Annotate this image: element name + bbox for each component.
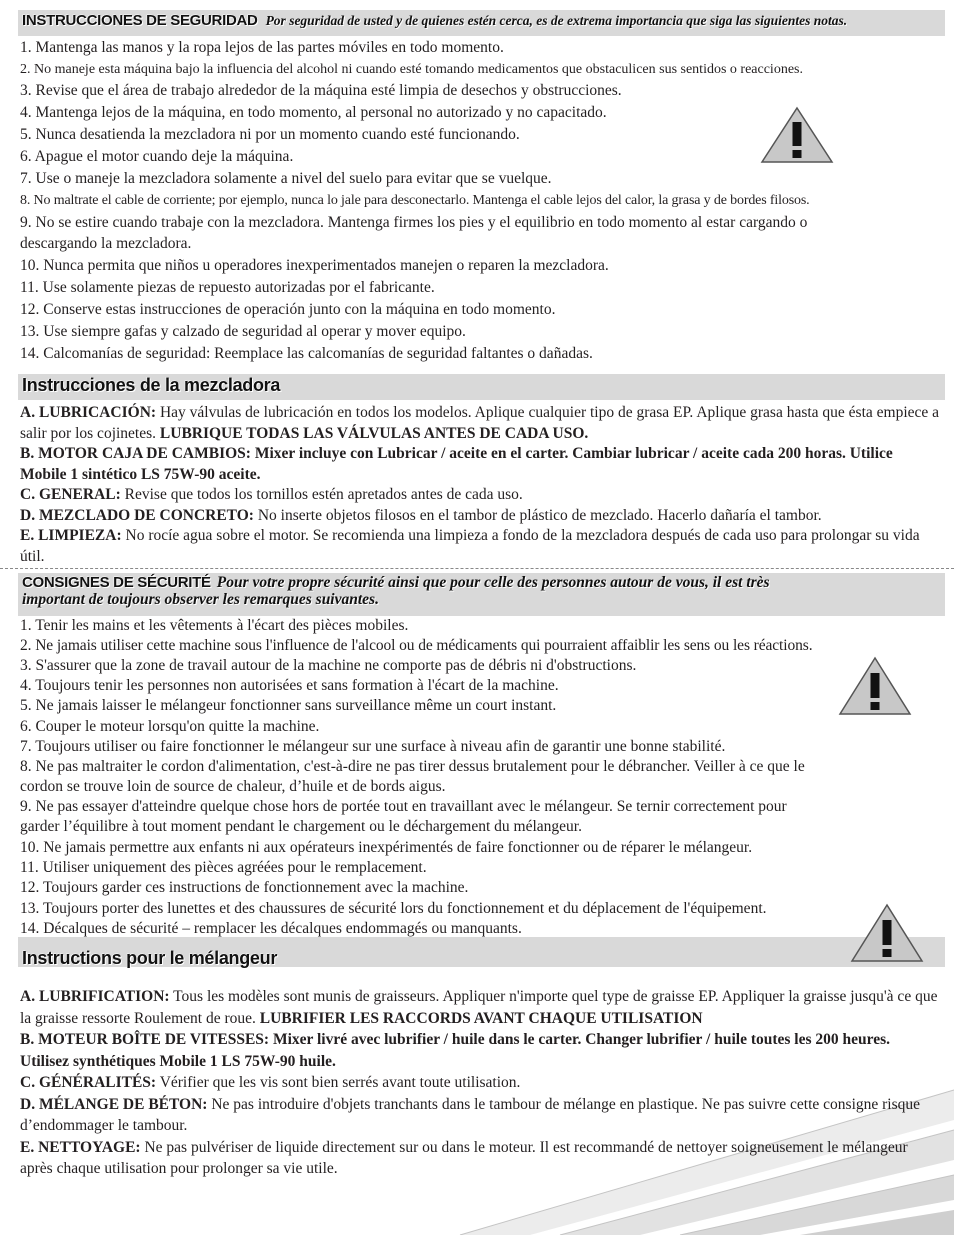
list-item: 6. Apague el motor cuando deje la máquina. <box>20 148 294 165</box>
fr-safety-note-line2: important de toujours observer les remarques suivantes. <box>22 591 379 608</box>
fr-safety-note-line1: Pour votre propre sécurité ainsi que pour celle des personnes autour de vous, il est très <box>216 574 770 591</box>
es-mixer-header <box>18 374 945 400</box>
list-item: 13. Use siempre gafas y calzado de seguridad al operar y mover equipo. <box>20 323 466 340</box>
list-item: 3. Revise que el área de trabajo alrededor de la máquina esté limpia de desechos y obstrucciones. <box>20 82 622 99</box>
list-item: 11. Use solamente piezas de repuesto autorizadas por el fabricante. <box>20 279 435 296</box>
list-item: 1. Tenir les mains et les vêtements à l'écart des pièces mobiles. <box>20 617 409 634</box>
list-item: 2. Ne jamais utiliser cette machine sous l'influence de l'alcool ou de médicaments qui pourraient affaiblir les sens ou les réactions. <box>20 637 813 654</box>
es-safety-note: Por seguridad de usted y de quienes estén cerca, es de extrema importancia que siga las siguientes notas. <box>265 13 848 28</box>
item-text: No inserte objetos filosos en el tambor de plástico de mezclado. Hacerlo dañaría el tambor. <box>253 506 822 524</box>
list-item: 10. Ne jamais permettre aux enfants ni aux opérateurs inexpérimentés de faire fonctionner ou de réparer le mélangeur. <box>20 839 753 856</box>
list-item: 8. No maltrate el cable de corriente; por ejemplo, nunca lo jale para desconectarlo. Mantenga el cable lejos del calor, la grasa y de bordes filosos. <box>20 193 810 208</box>
list-item: 1. Mantenga las manos y la ropa lejos de las partes móviles en todo momento. <box>20 39 504 56</box>
list-item: 6. Couper le moteur lorsqu'on quitte la machine. <box>20 718 320 735</box>
es-general-item <box>20 485 940 506</box>
list-item: 12. Toujours garder ces instructions de fonctionnement avec la machine. <box>20 879 469 896</box>
item-emphasis: LUBRIFIER LES RACCORDS AVANT CHAQUE UTILISATION <box>259 1009 703 1027</box>
item-label: D. MÉLANGE DE BÉTON: <box>20 1095 208 1113</box>
list-item: 13. Toujours porter des lunettes et des chaussures de sécurité lors du fonctionnement et du déplacement de l'équipement. <box>20 900 767 917</box>
es-safety-title: INSTRUCCIONES DE SEGURIDAD <box>22 12 258 29</box>
item-label: C. GENERAL: <box>20 486 121 503</box>
list-item: 8. Ne pas maltraiter le cordon d'alimentation, c'est-à-dire ne pas tirer dessus brutalement pour le débrancher. Veiller à ce que le <box>20 758 805 775</box>
warning-triangle-icon <box>838 656 912 716</box>
list-item: 9. Ne pas essayer d'atteindre quelque chose hors de portée tout en travaillant avec le mélangeur. Se ternir correctement pour <box>20 798 787 815</box>
list-item: 7. Use o maneje la mezcladora solamente a nivel del suelo para evitar que se vuelque. <box>20 170 552 187</box>
fr-mixer-instructions <box>20 986 940 1180</box>
es-mixer-title: Instrucciones de la mezcladora <box>22 375 281 395</box>
list-item: 14. Calcomanías de seguridad: Reemplace las calcomanías de seguridad faltantes o dañadas. <box>20 345 593 362</box>
list-item: descargando la mezcladora. <box>20 235 192 252</box>
list-item: 5. Nunca desatienda la mezcladora ni por un momento cuando esté funcionando. <box>20 126 520 143</box>
es-cleaning-item <box>20 526 940 567</box>
list-item: 4. Mantenga lejos de la máquina, en todo momento, al personal no autorizado y no capacitado. <box>20 104 607 121</box>
warning-triangle-icon <box>850 903 924 963</box>
fr-safety-header <box>18 573 945 616</box>
fr-cleaning-item <box>20 1137 940 1180</box>
item-text: B. MOTOR CAJA DE CAMBIOS: Mixer incluye con Lubricar / aceite en el carter. Cambiar lubricar / aceite cada 200 horas. Utilice Mobile 1 sintético LS 75W-90 aceite. <box>20 445 893 483</box>
item-label: A. LUBRICACIÓN: <box>20 404 157 421</box>
item-text: Tous les modèles sont munis de graisseurs. Appliquer n'importe quel type de graisse EP. Appliquer la graisse jusqu'à ce que la graisse ressorte Roulement de roue. <box>20 988 938 1027</box>
fr-gearbox-item <box>20 1029 940 1072</box>
list-item: 14. Décalques de sécurité – remplacer les décalques endommagés ou manquants. <box>20 920 522 937</box>
item-text: Vérifier que les vis sont bien serrés avant toute utilisation. <box>156 1074 521 1091</box>
item-text: B. MOTEUR BOÎTE DE VITESSES: Mixer livré avec lubrifier / huile dans le carter. Changer lubrifier / huile toutes les 200 heures. Utilisez synthétiques Mobile 1 LS 75W-90 huile. <box>20 1031 891 1070</box>
item-label: C. GÉNÉRALITÉS: <box>20 1074 157 1091</box>
item-emphasis: LUBRIQUE TODAS LAS VÁLVULAS ANTES DE CADA USO. <box>159 424 589 442</box>
fr-lubrication-item <box>20 986 940 1029</box>
section-divider <box>0 568 954 569</box>
es-lubrication-item <box>20 403 940 444</box>
item-label: E. LIMPIEZA: <box>20 527 122 544</box>
es-gearbox-item <box>20 444 940 485</box>
fr-concrete-item <box>20 1094 940 1137</box>
item-label: D. MEZCLADO DE CONCRETO: <box>20 506 254 524</box>
item-label: A. LUBRIFICATION: <box>20 988 170 1005</box>
list-item: 11. Utiliser uniquement des pièces agréées pour le remplacement. <box>20 859 427 876</box>
item-label: E. NETTOYAGE: <box>20 1138 141 1156</box>
fr-general-item <box>20 1072 940 1094</box>
item-text: Ne pas pulvériser de liquide directement sur ou dans le moteur. Il est recommandé de nettoyer soigneusement le mélangeur après chaque utilisation pour prolonger sa vie utile. <box>20 1138 908 1177</box>
list-item: 3. S'assurer que la zone de travail autour de la machine ne comporte pas de débris ni d'obstructions. <box>20 657 637 674</box>
fr-mixer-title: Instructions pour le mélangeur <box>22 948 278 968</box>
list-item: 10. Nunca permita que niños u operadores inexperimentados manejen o reparen la mezcladora. <box>20 257 609 274</box>
list-item: garder l’équilibre à tout moment pendant le chargement ou le déchargement du mélangeur. <box>20 818 582 835</box>
list-item: 9. No se estire cuando trabaje con la mezcladora. Mantenga firmes los pies y el equilibrio en todo momento al estar cargando o <box>20 214 808 231</box>
list-item: 5. Ne jamais laisser le mélangeur fonctionner sans surveillance même un court instant. <box>20 697 557 714</box>
item-text: Hay válvulas de lubricación en todos los modelos. Aplique cualquier tipo de grasa EP. Aplique grasa hasta que ésta empiece a salir por los cojinetes. <box>20 404 940 442</box>
warning-triangle-icon <box>760 106 834 164</box>
item-text: Ne pas introduire d'objets tranchants dans le tambour de mélange en plastique. Ne pas suivre cette consigne risque d’endommager le tambour. <box>20 1095 921 1134</box>
list-item: 7. Toujours utiliser ou faire fonctionner le mélangeur sur une surface à niveau afin de garantir une bonne stabilité. <box>20 738 726 755</box>
fr-safety-title: CONSIGNES DE SÉCURITÉ <box>22 574 211 591</box>
item-text: Revise que todos los tornillos estén apretados antes de cada uso. <box>120 486 523 503</box>
es-concrete-item <box>20 506 940 527</box>
list-item: 2. No maneje esta máquina bajo la influencia del alcohol ni cuando esté tomando medicamentos que obstaculicen sus sentidos o reacciones. <box>20 62 803 77</box>
item-text: No rocíe agua sobre el motor. Se recomienda una limpieza a fondo de la mezcladora después de cada uso para prolongar su vida útil. <box>20 527 920 565</box>
es-safety-header <box>18 10 945 36</box>
list-item: 12. Conserve estas instrucciones de operación junto con la máquina en todo momento. <box>20 301 556 318</box>
list-item: cordon se trouve loin de source de chaleur, d’huile et de bords aigus. <box>20 778 446 795</box>
es-mixer-instructions <box>20 403 940 567</box>
fr-mixer-header <box>18 937 945 967</box>
list-item: 4. Toujours tenir les personnes non autorisées et sans formation à l'écart de la machine. <box>20 677 559 694</box>
